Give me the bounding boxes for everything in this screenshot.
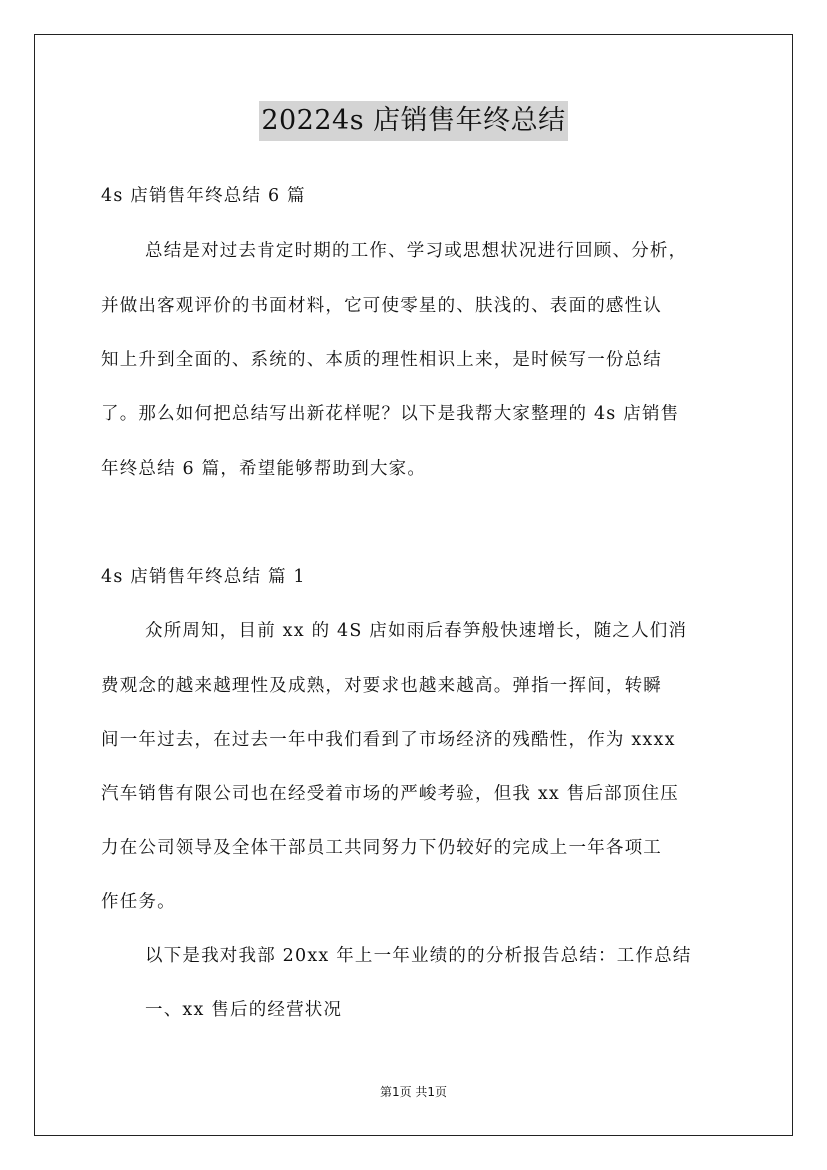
intro-line: 知上升到全面的、系统的、本质的理性相识上来，是时候写一份总结 bbox=[101, 350, 662, 370]
body-line: 作任务。 bbox=[101, 892, 176, 912]
intro-line: 了。那么如何把总结写出新花样呢？以下是我帮大家整理的 4s 店销售 bbox=[101, 404, 680, 424]
intro-line: 并做出客观评价的书面材料，它可使零星的、肤浅的、表面的感性认 bbox=[101, 296, 662, 316]
intro-line: 年终总结 6 篇，希望能够帮助到大家。 bbox=[101, 459, 427, 479]
document-subtitle: 4s 店销售年终总结 6 篇 bbox=[101, 186, 306, 206]
document-title: 20224s 店销售年终总结 bbox=[259, 101, 567, 141]
body-line: 力在公司领导及全体干部员工共同努力下仍较好的完成上一年各项工 bbox=[101, 838, 662, 858]
section-heading: 4s 店销售年终总结 篇 1 bbox=[101, 567, 306, 587]
body-line: 汽车销售有限公司也在经受着市场的严峻考验，但我 xx 售后部顶住压 bbox=[101, 784, 679, 804]
body-line: 间一年过去，在过去一年中我们看到了市场经济的残酷性，作为 xxxx bbox=[101, 730, 676, 750]
intro-line: 总结是对过去肯定时期的工作、学习或思想状况进行回顾、分析， bbox=[145, 241, 688, 261]
page-number: 第1页 共1页 bbox=[379, 1085, 448, 1099]
summary-line: 以下是我对我部 20xx 年上一年业绩的的分析报告总结：工作总结 bbox=[145, 946, 692, 966]
body-line: 费观念的越来越理性及成熟，对要求也越来越高。弹指一挥间，转瞬 bbox=[101, 676, 662, 696]
title-container bbox=[0, 101, 827, 141]
body-line: 众所周知，目前 xx 的 4S 店如雨后春笋般快速增长，随之人们消 bbox=[145, 621, 688, 641]
list-item: 一、xx 售后的经营状况 bbox=[145, 1000, 343, 1020]
